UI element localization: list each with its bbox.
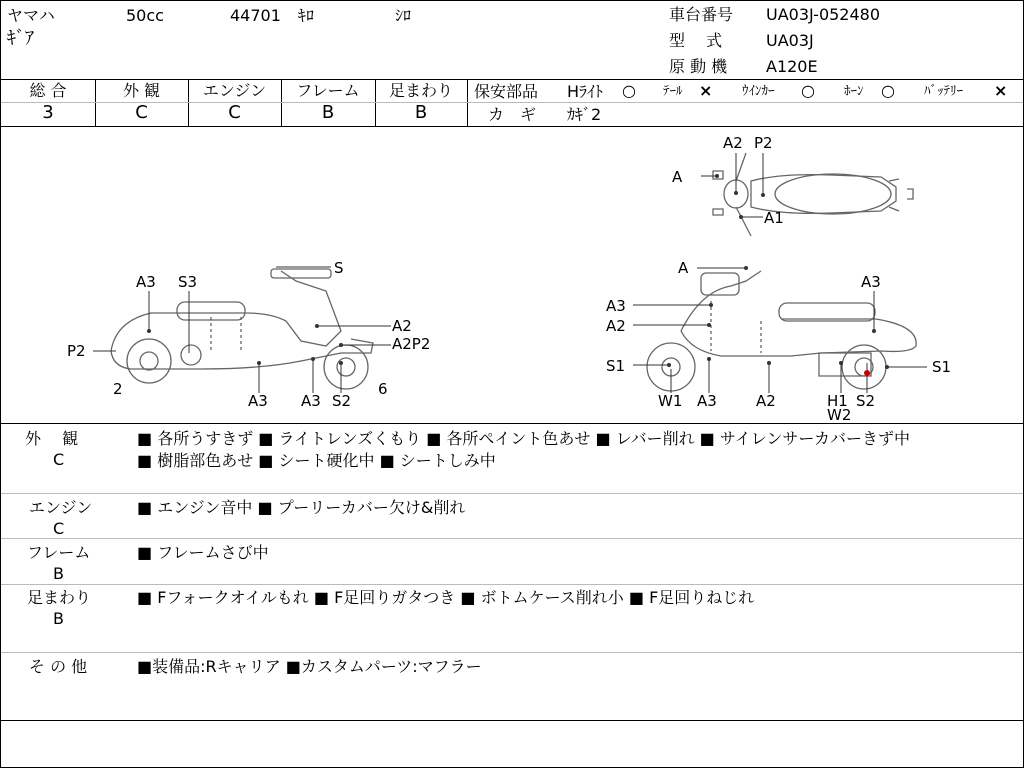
notes-other-line: ■装備品:Rキャリア ■カスタムパーツ:マフラー <box>137 657 482 676</box>
notes-top-border <box>1 423 1023 424</box>
engine-grade: C <box>228 102 241 123</box>
diagram-label: W1 <box>658 392 683 410</box>
notes-frame-label: フレーム <box>27 543 91 562</box>
exterior-grade: C <box>135 102 148 123</box>
notes-exterior-grade: C <box>53 450 65 469</box>
diagram-label: A3 <box>606 297 626 315</box>
total-grade-label: 総 合 <box>29 81 67 100</box>
notes-frame-line: ■ フレームさび中 <box>137 543 269 562</box>
diagram-label: A3 <box>248 392 268 410</box>
top-view-scooter-icon <box>713 153 913 236</box>
diagram-label: A3 <box>301 392 321 410</box>
diagram-label: P2 <box>754 134 773 152</box>
diagram-label: A <box>678 259 689 277</box>
notes-frame-grade: B <box>53 564 64 583</box>
engine-grade-label: エンジン <box>202 81 267 100</box>
suspension-grade-label: 足まわり <box>388 81 453 100</box>
taillight-label: ﾃｰﾙ <box>663 84 683 99</box>
header-divider <box>1 79 1023 80</box>
notes-engine-grade: C <box>53 519 65 538</box>
diagram-label: S <box>334 259 344 277</box>
diagram-label: H1 <box>827 392 848 410</box>
diagram-label: A2P2 <box>392 335 431 353</box>
notes-other-label: そ の 他 <box>29 657 88 676</box>
notes-exterior-label: 外 観 <box>25 429 79 448</box>
notes-bottom-border <box>1 720 1023 721</box>
winker-label: ｳｲﾝｶｰ <box>742 84 775 99</box>
diagram-label: A3 <box>861 273 881 291</box>
battery-label: ﾊﾞｯﾃﾘｰ <box>924 84 963 99</box>
horn-label: ﾎｰﾝ <box>844 84 864 99</box>
notes-divider <box>1 493 1023 494</box>
safety-row-divider <box>467 102 1023 103</box>
notes-suspension-grade: B <box>53 609 64 628</box>
notes-engine-line: ■ エンジン音中 ■ プーリーカバー欠け&削れ <box>137 498 466 517</box>
key-value: ｶｷﾞ2 <box>567 105 602 124</box>
taillight-mark: × <box>699 81 713 100</box>
damage-mark-icon <box>864 370 870 376</box>
notes-divider <box>1 538 1023 539</box>
mileage-unit: ｷﾛ <box>298 6 315 25</box>
maker: ヤマハ <box>7 6 55 25</box>
model-name: ｷﾞｱ <box>7 28 34 49</box>
mileage: 44701 <box>230 6 281 25</box>
diagram-label: S2 <box>856 392 876 410</box>
headlight-label: Hﾗｲﾄ <box>567 82 604 101</box>
diagram-label: S2 <box>332 392 352 410</box>
frame-no: UA03J-052480 <box>766 5 881 24</box>
diagram-label: A2 <box>756 392 776 410</box>
diagram-label: A3 <box>697 392 717 410</box>
diagram-label: A <box>672 168 683 186</box>
engine-model-value: A120E <box>766 57 818 76</box>
notes-divider <box>1 652 1023 653</box>
notes-exterior-line: ■ 各所うすきず ■ ライトレンズくもり ■ 各所ペイント色あせ ■ レバー削れ ■ サイレンサーカバーきず中 <box>137 429 911 448</box>
battery-mark: × <box>994 81 1008 100</box>
notes-divider <box>1 584 1023 585</box>
diagram-label: W2 <box>827 406 852 423</box>
notes-exterior-line: ■ 樹脂部色あせ ■ シート硬化中 ■ シートしみ中 <box>137 451 496 470</box>
horn-mark: ○ <box>881 81 895 100</box>
diagram-label: P2 <box>67 342 86 360</box>
diagram-label: S1 <box>606 357 626 375</box>
diagram-label: S1 <box>932 358 952 376</box>
displacement: 50cc <box>126 6 164 25</box>
suspension-grade: B <box>414 102 428 123</box>
diagram-label: S3 <box>178 273 198 291</box>
type-value: UA03J <box>766 31 814 50</box>
diagram-label: A2 <box>606 317 626 335</box>
color: ｼﾛ <box>395 6 412 25</box>
engine-model-label: 原 動 機 <box>669 57 728 76</box>
exterior-grade-label: 外 観 <box>122 81 161 100</box>
headlight-mark: ○ <box>622 81 636 100</box>
damage-diagram <box>1 127 1023 423</box>
type-label: 型 式 <box>669 31 723 50</box>
winker-mark: ○ <box>801 81 815 100</box>
total-grade: 3 <box>42 102 54 123</box>
notes-suspension-label: 足まわり <box>27 588 92 607</box>
safety-parts-label: 保安部品 <box>474 82 539 101</box>
key-label: カ ギ <box>488 105 537 124</box>
diagram-label: 2 <box>113 380 123 398</box>
diagram-label: 6 <box>378 380 388 398</box>
diagram-label: A3 <box>136 273 156 291</box>
notes-engine-label: エンジン <box>29 498 93 517</box>
frame-grade: B <box>321 102 335 123</box>
notes-suspension-line: ■ Fフォークオイルもれ ■ F足回りガタつき ■ ボトムケース削れ小 ■ F足回りねじれ <box>137 588 755 607</box>
diagram-label: A2 <box>723 134 743 152</box>
frame-no-label: 車台番号 <box>669 5 734 24</box>
diagram-label: A2 <box>392 317 412 335</box>
diagram-label: A1 <box>764 209 784 227</box>
frame-grade-label: フレーム <box>296 81 360 100</box>
